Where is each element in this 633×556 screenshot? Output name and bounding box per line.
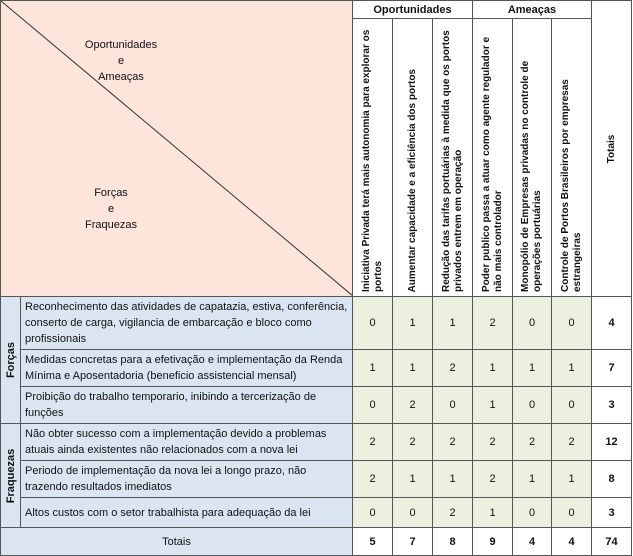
totals-row	[1, 528, 632, 556]
table-row	[1, 297, 632, 350]
row-label: Medidas concretas para a efetivação e implementação da Renda Mínima e Aposentadoria (beneficio assistencial mensal)	[21, 350, 353, 387]
totals-row-label: Totais	[1, 528, 353, 556]
row-total: 3	[592, 387, 632, 424]
column-header-2	[393, 19, 433, 297]
column-total: 7	[393, 528, 433, 556]
corner-bottom-line-1: Forças	[94, 187, 128, 199]
column-header-2-label: Aumentar capacidade e a eficiência dos portos	[406, 68, 418, 292]
column-header-5	[513, 19, 552, 297]
column-header-1	[353, 19, 393, 297]
matrix-value: 1	[552, 350, 592, 387]
matrix-value: 1	[353, 350, 393, 387]
row-total: 7	[592, 350, 632, 387]
column-header-3-label: Redução das tarifas portuárias à medida que os portos privados entrem em operação	[440, 30, 464, 292]
corner-top-line-2: e	[117, 55, 125, 67]
matrix-value: 1	[393, 297, 433, 350]
matrix-value: 1	[433, 461, 473, 498]
column-header-4	[473, 19, 513, 297]
row-total: 8	[592, 461, 632, 498]
matrix-value: 2	[353, 424, 393, 461]
matrix-value: 2	[433, 424, 473, 461]
row-total: 12	[592, 424, 632, 461]
matrix-value: 0	[513, 297, 552, 350]
column-header-6-label: Controle de Portos Brasileiros por empresas estrangeiras	[559, 79, 583, 292]
table-row	[1, 350, 632, 387]
corner-bottom-line-2: e	[107, 203, 115, 215]
group-header-threats: Ameaças	[473, 1, 592, 19]
column-header-6	[552, 19, 592, 297]
row-label: Periodo de implementação da nova lei a longo prazo, não trazendo resultados imediatos	[21, 461, 353, 498]
matrix-value: 2	[473, 461, 513, 498]
matrix-value: 0	[552, 387, 592, 424]
matrix-value: 1	[513, 461, 552, 498]
table-row	[1, 498, 632, 528]
column-total: 5	[353, 528, 393, 556]
matrix-value: 2	[513, 424, 552, 461]
column-header-5-label: Monopólio de Empresas privadas no controle de operações portuárias	[520, 60, 543, 292]
corner-top-line-3: Ameaças	[98, 71, 144, 83]
totals-header-label: Totais	[605, 134, 617, 163]
corner-bottom-label	[1, 185, 221, 233]
matrix-value: 1	[552, 461, 592, 498]
matrix-value: 1	[473, 350, 513, 387]
row-group-strengths-label: Forças	[4, 341, 17, 379]
column-total: 9	[473, 528, 513, 556]
column-header-1-label: Iniciativa Privada terá mais autonomia para explorar os portos	[360, 29, 384, 292]
column-total: 8	[433, 528, 473, 556]
corner-cell	[1, 1, 353, 297]
matrix-value: 0	[353, 387, 393, 424]
matrix-value: 1	[393, 461, 433, 498]
column-total: 4	[513, 528, 552, 556]
matrix-value: 1	[393, 350, 433, 387]
row-total: 3	[592, 498, 632, 528]
table-row	[1, 461, 632, 498]
matrix-value: 2	[353, 461, 393, 498]
matrix-value: 0	[353, 297, 393, 350]
row-label: Proibição do trabalho temporario, inibindo a tercerização de funções	[21, 387, 353, 424]
matrix-value: 0	[393, 498, 433, 528]
totals-column-header	[592, 1, 632, 297]
column-total: 4	[552, 528, 592, 556]
matrix-value: 0	[513, 387, 552, 424]
matrix-value: 0	[552, 498, 592, 528]
table-row	[1, 424, 632, 461]
matrix-value: 2	[552, 424, 592, 461]
column-header-4-label: Poder publico passa a atuar como agente regulador e não mais controlador	[480, 36, 504, 292]
corner-top-line-1: Oportunidades	[84, 39, 158, 51]
matrix-value: 1	[473, 498, 513, 528]
matrix-value: 1	[513, 350, 552, 387]
matrix-value: 2	[393, 387, 433, 424]
matrix-value: 0	[433, 387, 473, 424]
matrix-value: 2	[433, 350, 473, 387]
matrix-value: 2	[433, 498, 473, 528]
matrix-value: 1	[433, 297, 473, 350]
matrix-value: 2	[393, 424, 433, 461]
matrix-value: 2	[473, 297, 513, 350]
column-header-3	[433, 19, 473, 297]
matrix-value: 1	[473, 387, 513, 424]
row-label: Altos custos com o setor trabalhista para adequação da lei	[21, 498, 353, 528]
corner-top-label	[1, 37, 241, 85]
matrix-value: 0	[552, 297, 592, 350]
row-group-weaknesses-label: Fraquezas	[4, 448, 17, 503]
table-row	[1, 387, 632, 424]
row-label: Não obter sucesso com a implementação devido a problemas atuais ainda existentes não relacionados com a nova lei	[21, 424, 353, 461]
grand-total: 74	[592, 528, 632, 556]
matrix-value: 2	[473, 424, 513, 461]
row-total: 4	[592, 297, 632, 350]
row-label: Reconhecimento das atividades de capatazia, estiva, conferência, conserto de carga, vigilancia de embarcação e bloco como profissionais	[21, 297, 353, 350]
row-group-weaknesses	[1, 424, 21, 528]
matrix-value: 0	[353, 498, 393, 528]
corner-bottom-line-3: Fraquezas	[85, 219, 137, 231]
matrix-value: 0	[513, 498, 552, 528]
row-group-strengths	[1, 297, 21, 424]
group-header-opportunities: Oportunidades	[353, 1, 473, 19]
